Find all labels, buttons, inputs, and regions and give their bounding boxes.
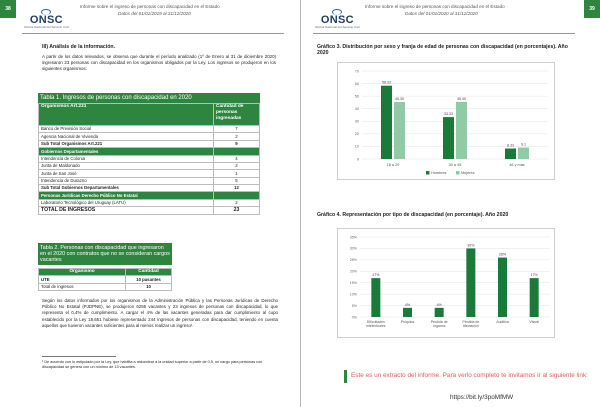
chart3-bar [381,86,392,159]
chart3-data-label: 58.33 [382,80,391,85]
chart4-data-label: 4% [436,302,442,307]
chart3-bar [518,148,529,159]
table2 [38,268,172,291]
chart4-bar [466,248,475,317]
table-row [39,276,172,283]
chart3-y-tick: 20 [354,132,359,137]
chart3-y-tick: 50 [354,94,359,99]
table-row [39,177,260,184]
chart3-y-tick: 30 [354,119,359,124]
onsc-logo [24,9,69,29]
table2-header-row [39,269,172,276]
chart3-bar [394,102,405,159]
header-period: Datos del 01/01/2019 al 31/12/2020 [118,11,191,16]
chart3-y-tick: 0 [356,157,359,162]
chart4-x-tick: Pérdida de órganos [430,320,448,329]
chart4-data-label: 26% [498,252,507,257]
chart3-svg [338,63,556,181]
table-group-row [39,192,260,199]
chart4-y-tick: 0% [351,315,357,320]
chart4-frame [337,228,555,338]
chart3-y-tick: 10 [354,144,359,149]
page-number-badge: 39 [584,0,600,18]
table2-col-qty: Cantidad [126,269,172,276]
logo-subtitle: Oficina Nacional del Servicio Civil [315,25,360,29]
chart4-x-tick: Psíquica [400,320,415,324]
table-row [39,199,260,206]
table2-col-org: Organismo [39,269,126,276]
chart4-y-tick: 10% [349,292,357,297]
promo-link[interactable]: https://bit.ly/3poMfMW [450,394,514,401]
chart3-y-tick: 60 [354,81,359,86]
logo-text: ONSC [29,14,63,26]
chart3-bar [443,117,454,159]
chart3-bar [505,149,516,159]
table-cell-value [214,148,260,155]
chart4-data-label: 4% [404,302,411,307]
table-cell: Personas Jurídicas Derecho Público No Estatal [39,192,214,199]
page-number-badge: 38 [0,0,16,18]
chart4-y-tick: 20% [349,269,357,274]
header-title: Informe sobre el ingreso de personas con discapacidad en el Estado [80,4,220,9]
chart4-x-tick: Dificultades intelectuales [366,320,386,329]
header-divider [313,33,575,34]
chart4-bar [403,308,412,317]
table-row [39,162,260,169]
chart3-y-tick: 70 [354,69,359,74]
chart4-x-tick: Pérdida de afectación [462,320,480,329]
chart3-x-tick: 30 a 45 [448,163,462,167]
onsc-logo [315,9,360,29]
table-cell-value: 2 [214,162,260,169]
table1-col-org: Organismos Art.221 [39,104,214,126]
chart3-bar [456,102,467,159]
promo-accent-bar [344,370,347,383]
table-cell-value: 12 [214,185,260,192]
table-cell-value: 10 [126,283,172,290]
table1-col-qty: Cantidad de personas ingresadas [214,104,260,126]
table-subtotal-row [39,140,260,147]
table-cell-value: 2 [214,133,260,140]
chart3-legend-swatch [426,171,430,175]
chart4-title: Gráfico 4. Representación por tipo de discapacidad (en porcentaje). Año 2020 [317,212,509,218]
table-subtotal-row [39,185,260,192]
chart3-x-tick: 18 a 29 [386,163,400,167]
table-cell: Intendencia de Colonia [39,155,214,162]
table-total-row [39,207,260,215]
chart4-y-tick: 35% [349,235,357,240]
chart4-x-tick: Auditiva [496,320,509,324]
chart4-x-tick: Visual [529,320,539,324]
table-cell: Gobiernos Departamentales [39,148,214,155]
table-cell-value: 10 pasantes [126,276,172,283]
chart3-data-label: 45.45 [457,96,466,101]
table1-header-row [39,104,260,126]
table-row [39,133,260,140]
chart4-bar [530,278,539,317]
table2-title: Tabla 2. Personas con discapacidad que ingresaron en el 2020 con contratos que no se consideran cargos vacantes [38,243,172,265]
header-title: Informe sobre el ingreso de personas con discapacidad en el Estado [365,4,505,9]
chart4-data-label: 17% [530,273,538,278]
chart3-data-label: 8.33 [507,143,514,148]
chart3-frame [337,62,555,180]
chart3-legend-label: Hombres [431,171,447,175]
table-cell-value: 1 [214,170,260,177]
table-cell-value: 2 [214,199,260,206]
table-row [39,155,260,162]
table-cell: Intendencia de Durazno [39,177,214,184]
header-period: Datos del 01/01/2020 al 31/12/2020 [405,11,478,16]
closing-paragraph: Según los datos informados por los organismos de la Administración Pública y las Personas Jurídicas de Derecho Público No Estatal (PJDPNE), se produjeron 6255 vacantes y 23 ingresos de personas con discapacidad, lo que representa el 0,4% de cumplimiento. A cargar el 4% de las vacantes generadas para dar cumplimiento al cupo establecido por la Ley 18.651 hubiese representado 244 ingresos de personas con discapacidad, teniendo en cuenta aquellos que tuvieron vacantes suficientes para al menos realizar un ingreso¹. [42,298,278,328]
table-cell: Total de ingresos [39,283,126,290]
chart3-x-tick: 46 y más [509,163,525,167]
intro-paragraph: A partir de los datos relevados, se observa que durante el período analizado (1º de Enero al 31 de diciembre 2020) ingresaron 23 personas con discapacidad en los organismos obligados por la Ley. Los ingresos se produjeron en los siguientes organismos: [42,54,276,72]
chart4-data-label: 30% [467,243,475,248]
chart3-data-label: 33.33 [444,112,453,117]
chart4-y-tick: 15% [349,281,357,286]
header-divider [22,33,284,34]
logo-text: ONSC [320,14,354,26]
table-cell: Laboratorio Tecnológico del Uruguay (LATU) [39,199,214,206]
table-cell: Sub Total Organismos Art.221 [39,140,214,147]
chart4-svg [338,229,556,339]
table-cell-value: 7 [214,126,260,133]
table-row [39,170,260,177]
chart4-y-tick: 5% [351,303,357,308]
table1-title: Tabla 1. Ingresos de personas con discapacidad en 2020 [38,93,260,103]
table-cell-value: 9 [214,140,260,147]
chart3-legend-label: Mujeres [461,171,475,175]
chart3-title: Gráfico 3. Distribución por sexo y franja de edad de personas con discapacidad (en porcentajes). Año 2020 [317,44,568,57]
table1 [38,103,260,215]
table-cell: Junta de San José [39,170,214,177]
table-cell: UTE [39,276,126,283]
table-total-row [39,283,172,290]
chart3-legend-swatch [456,171,460,175]
chart3-data-label: 9.1 [521,142,526,147]
table-group-row [39,148,260,155]
table-cell-value [214,192,260,199]
section-heading: III) Análisis de la información. [42,44,116,50]
footnote: ¹ De acuerdo con lo estipulado por la Ley, que habilita a redondear a la unidad superior a partir de 0,5, un cargo para personas con discapacidad se genera con un mínimo de 13 vacantes. [42,360,263,369]
table-cell-value: 23 [214,207,260,215]
promo-text: Este es un extracto del informe. Para verlo completo te invitamos ir al siguiente link: [351,372,588,379]
right-page [300,0,600,407]
table-cell: Agencia Nacional de Vivienda [39,133,214,140]
table-cell: TOTAL DE INGRESOS [39,207,214,215]
chart4-bar [371,278,380,317]
table-cell: Banco de Previsión Social [39,126,214,133]
footnote-divider [42,356,116,357]
table-cell-value: 4 [214,155,260,162]
chart3-y-tick: 40 [354,107,359,112]
table-cell: Junta de Maldonado [39,162,214,169]
chart3-data-label: 45.30 [395,97,404,102]
table-cell-value: 5 [214,177,260,184]
chart4-bar [435,308,444,317]
chart4-y-tick: 25% [349,258,357,263]
chart4-data-label: 17% [372,273,380,278]
table-row [39,126,260,133]
table-cell: Sub Total Gobiernos Departamentales [39,185,214,192]
chart4-bar [498,258,507,317]
logo-subtitle: Oficina Nacional del Servicio Civil [24,25,69,29]
chart4-y-tick: 30% [349,246,357,251]
